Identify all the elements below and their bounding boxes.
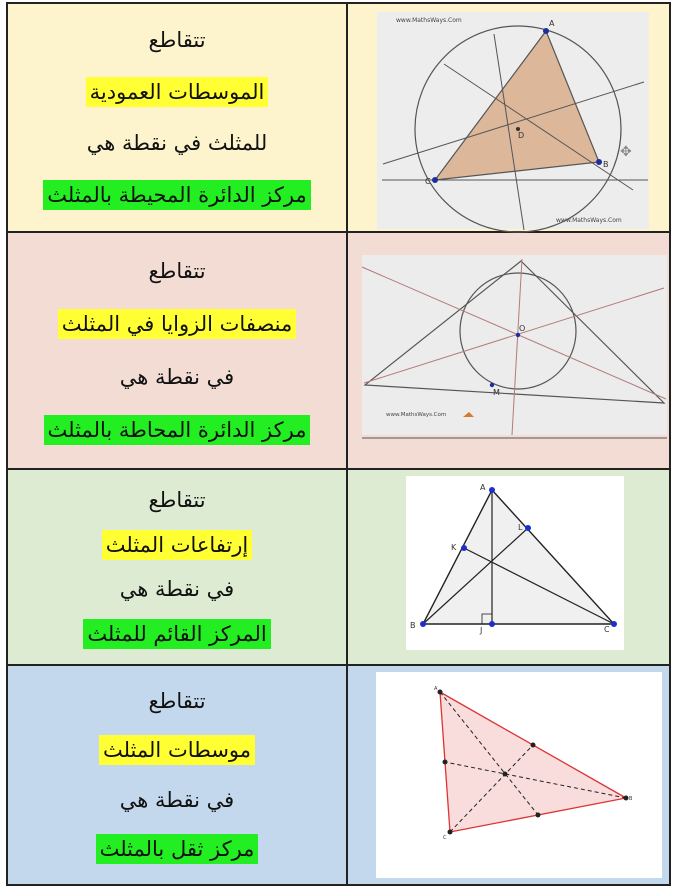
label-c: C (443, 835, 447, 841)
watermark: www.MathsWays.Com (386, 412, 447, 418)
label-j: J (480, 626, 483, 635)
line-intersect: تتقاطع (148, 28, 206, 53)
label-l: L (518, 523, 523, 532)
line-intersect: تتقاطع (148, 688, 206, 713)
watermark-top: www.MathsWays.Com (396, 17, 462, 24)
line-subject: الموسطات العمودية (86, 77, 269, 107)
point-c (611, 621, 617, 627)
row-text-cell (8, 4, 348, 231)
point-a (489, 487, 495, 493)
point-b (420, 621, 426, 627)
point-c (448, 830, 453, 835)
point-m (490, 383, 494, 387)
row-text-cell (8, 233, 348, 468)
line-subject: منصفات الزوايا في المثلث (58, 309, 296, 339)
label-c: C (425, 177, 431, 186)
label-b: B (603, 160, 609, 169)
geometry-summary-table (6, 2, 671, 886)
point-b (596, 159, 602, 165)
label-b: B (410, 621, 416, 630)
point-mid-bc (536, 813, 541, 818)
point-centroid (503, 772, 508, 777)
point-k (461, 545, 467, 551)
move-icon: ✥ (620, 144, 632, 160)
label-m: M (493, 388, 500, 397)
row-text-cell (8, 470, 348, 664)
orthocenter-figure (348, 470, 669, 664)
line-result: مركز الدائرة المحيطة بالمثلث (43, 180, 310, 210)
point-o (516, 333, 520, 337)
label-k: K (451, 543, 457, 552)
line-connector: في نقطة هي (119, 365, 235, 389)
line-result: مركز ثقل بالمثلث (96, 834, 259, 864)
label-a: A (480, 483, 486, 492)
point-l (525, 525, 531, 531)
label-a: A (434, 686, 438, 692)
label-d: D (518, 131, 525, 140)
circumcenter-figure (348, 4, 669, 231)
label-b: B (629, 796, 633, 802)
row-circumcenter (8, 4, 669, 233)
row-text-cell (8, 666, 348, 884)
watermark-bottom: www.MathsWays.Com (556, 217, 622, 224)
point-mid-ab (531, 743, 536, 748)
line-subject: موسطات المثلث (99, 735, 255, 765)
point-a (438, 690, 443, 695)
line-result: المركز القائم للمثلث (83, 619, 270, 649)
point-b (624, 796, 629, 801)
line-connector: للمثلث في نقطة هي (86, 131, 268, 156)
label-o: O (519, 324, 526, 333)
line-intersect: تتقاطع (148, 487, 206, 512)
point-c (432, 177, 438, 183)
line-connector: في نقطة هي (119, 787, 235, 812)
label-c: C (604, 625, 610, 634)
label-a: A (549, 19, 555, 28)
incenter-figure (348, 233, 669, 468)
point-a (543, 28, 549, 34)
row-centroid (8, 666, 669, 884)
line-result: مركز الدائرة المحاطة بالمثلث (44, 415, 311, 445)
line-connector: في نقطة هي (119, 577, 235, 602)
row-orthocenter (8, 470, 669, 666)
point-j (489, 621, 495, 627)
centroid-figure (348, 666, 669, 884)
line-subject: إرتفاعات المثلث (102, 530, 253, 560)
point-mid-ac (443, 760, 448, 765)
row-incenter (8, 233, 669, 470)
line-intersect: تتقاطع (148, 259, 206, 283)
